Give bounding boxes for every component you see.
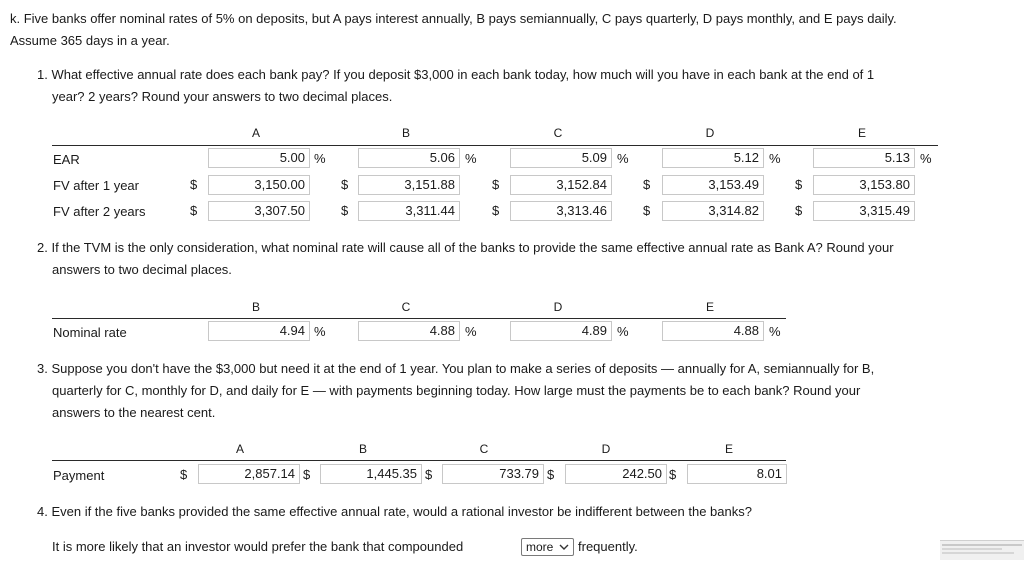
q3-row-label: Payment xyxy=(53,468,105,483)
q3-payment-c-input[interactable]: 733.79 xyxy=(442,464,544,484)
dollar-sign: $ xyxy=(795,177,803,192)
dollar-sign: $ xyxy=(180,467,188,482)
q1-fv1-c-input[interactable]: 3,152.84 xyxy=(510,175,612,195)
dollar-sign: $ xyxy=(341,177,349,192)
q4-sentence-after: frequently. xyxy=(578,539,638,554)
q1-row-label-fv1: FV after 1 year xyxy=(53,178,139,193)
q1-row-label-fv2: FV after 2 years xyxy=(53,204,146,219)
percent-sign: % xyxy=(617,151,629,166)
q1-text-line-1: 1. What effective annual rate does each bank pay? If you deposit $3,000 in each bank today, how much will you have in each bank at the end of 1 xyxy=(37,67,875,82)
q2-header-rule xyxy=(52,318,786,319)
q3-header-a: A xyxy=(235,442,244,456)
q3-header-c: C xyxy=(479,442,489,456)
chevron-down-icon xyxy=(558,541,570,553)
q2-header-d: D xyxy=(553,300,563,314)
q3-payment-b-input[interactable]: 1,445.35 xyxy=(320,464,422,484)
q1-text-line-2: year? 2 years? Round your answers to two decimal places. xyxy=(52,89,393,104)
q3-payment-e-input[interactable]: 8.01 xyxy=(687,464,787,484)
q2-header-b: B xyxy=(251,300,260,314)
q1-fv1-b-input[interactable]: 3,151.88 xyxy=(358,175,460,195)
q1-header-b: B xyxy=(401,126,410,140)
q1-fv1-a-input[interactable]: 3,150.00 xyxy=(208,175,310,195)
q1-header-c: C xyxy=(553,126,563,140)
percent-sign: % xyxy=(617,324,629,339)
q2-nominal-e-input[interactable]: 4.88 xyxy=(662,321,764,341)
q3-header-d: D xyxy=(601,442,611,456)
q1-header-d: D xyxy=(705,126,715,140)
q1-fv2-b-input[interactable]: 3,311.44 xyxy=(358,201,460,221)
q2-nominal-c-input[interactable]: 4.88 xyxy=(358,321,460,341)
q2-header-e: E xyxy=(705,300,714,314)
q4-text-line-1: 4. Even if the five banks provided the same effective annual rate, would a rational investor be indifferent between the banks? xyxy=(37,504,752,519)
q2-row-label: Nominal rate xyxy=(53,325,127,340)
dollar-sign: $ xyxy=(643,177,651,192)
q4-sentence-before: It is more likely that an investor would prefer the bank that compounded xyxy=(52,539,464,554)
q1-ear-a-input[interactable]: 5.00 xyxy=(208,148,310,168)
page-thumbnail[interactable] xyxy=(940,540,1024,560)
percent-sign: % xyxy=(769,324,781,339)
q3-header-rule xyxy=(52,460,786,461)
q3-header-b: B xyxy=(358,442,367,456)
dollar-sign: $ xyxy=(303,467,311,482)
dollar-sign: $ xyxy=(492,203,500,218)
q1-header-rule xyxy=(52,145,938,146)
q1-fv2-c-input[interactable]: 3,313.46 xyxy=(510,201,612,221)
q1-ear-e-input[interactable]: 5.13 xyxy=(813,148,915,168)
dropdown-selected-value: more xyxy=(526,540,554,554)
problem-intro-line-2: Assume 365 days in a year. xyxy=(10,33,170,48)
q3-text-line-1: 3. Suppose you don't have the $3,000 but need it at the end of 1 year. You plan to make a series of deposits — annually for A, semiannually for B, xyxy=(37,361,875,376)
thumbnail-preview-icon xyxy=(940,541,1024,560)
dollar-sign: $ xyxy=(669,467,677,482)
dollar-sign: $ xyxy=(643,203,651,218)
q1-ear-d-input[interactable]: 5.12 xyxy=(662,148,764,168)
percent-sign: % xyxy=(465,324,477,339)
problem-intro-line-1: k. Five banks offer nominal rates of 5% on deposits, but A pays interest annually, B pays semiannually, C pays quarterly, D pays monthly, and E pays daily. xyxy=(10,11,897,26)
dollar-sign: $ xyxy=(425,467,433,482)
q3-text-line-2: quarterly for C, monthly for D, and daily for E — with payments beginning today. How large must the payments be to each bank? Round your xyxy=(52,383,861,398)
q2-nominal-d-input[interactable]: 4.89 xyxy=(510,321,612,341)
q2-header-c: C xyxy=(401,300,411,314)
q3-text-line-3: answers to the nearest cent. xyxy=(52,405,216,420)
q2-text-line-1: 2. If the TVM is the only consideration, what nominal rate will cause all of the banks to provide the same effective annual rate as Bank A? Round your xyxy=(37,240,894,255)
q1-fv2-e-input[interactable]: 3,315.49 xyxy=(813,201,915,221)
percent-sign: % xyxy=(314,151,326,166)
dollar-sign: $ xyxy=(341,203,349,218)
q3-payment-d-input[interactable]: 242.50 xyxy=(565,464,667,484)
q1-ear-b-input[interactable]: 5.06 xyxy=(358,148,460,168)
q2-nominal-b-input[interactable]: 4.94 xyxy=(208,321,310,341)
percent-sign: % xyxy=(314,324,326,339)
dollar-sign: $ xyxy=(547,467,555,482)
q1-ear-c-input[interactable]: 5.09 xyxy=(510,148,612,168)
dollar-sign: $ xyxy=(795,203,803,218)
percent-sign: % xyxy=(920,151,932,166)
q1-fv2-d-input[interactable]: 3,314.82 xyxy=(662,201,764,221)
percent-sign: % xyxy=(769,151,781,166)
dollar-sign: $ xyxy=(190,177,198,192)
q3-payment-a-input[interactable]: 2,857.14 xyxy=(198,464,300,484)
q3-header-e: E xyxy=(724,442,733,456)
dollar-sign: $ xyxy=(190,203,198,218)
q1-row-label-ear: EAR xyxy=(53,152,80,167)
q1-header-a: A xyxy=(251,126,260,140)
compounding-frequency-dropdown[interactable] xyxy=(521,538,574,556)
q1-fv2-a-input[interactable]: 3,307.50 xyxy=(208,201,310,221)
q1-fv1-d-input[interactable]: 3,153.49 xyxy=(662,175,764,195)
dollar-sign: $ xyxy=(492,177,500,192)
q1-header-e: E xyxy=(857,126,866,140)
q1-fv1-e-input[interactable]: 3,153.80 xyxy=(813,175,915,195)
percent-sign: % xyxy=(465,151,477,166)
q2-text-line-2: answers to two decimal places. xyxy=(52,262,232,277)
